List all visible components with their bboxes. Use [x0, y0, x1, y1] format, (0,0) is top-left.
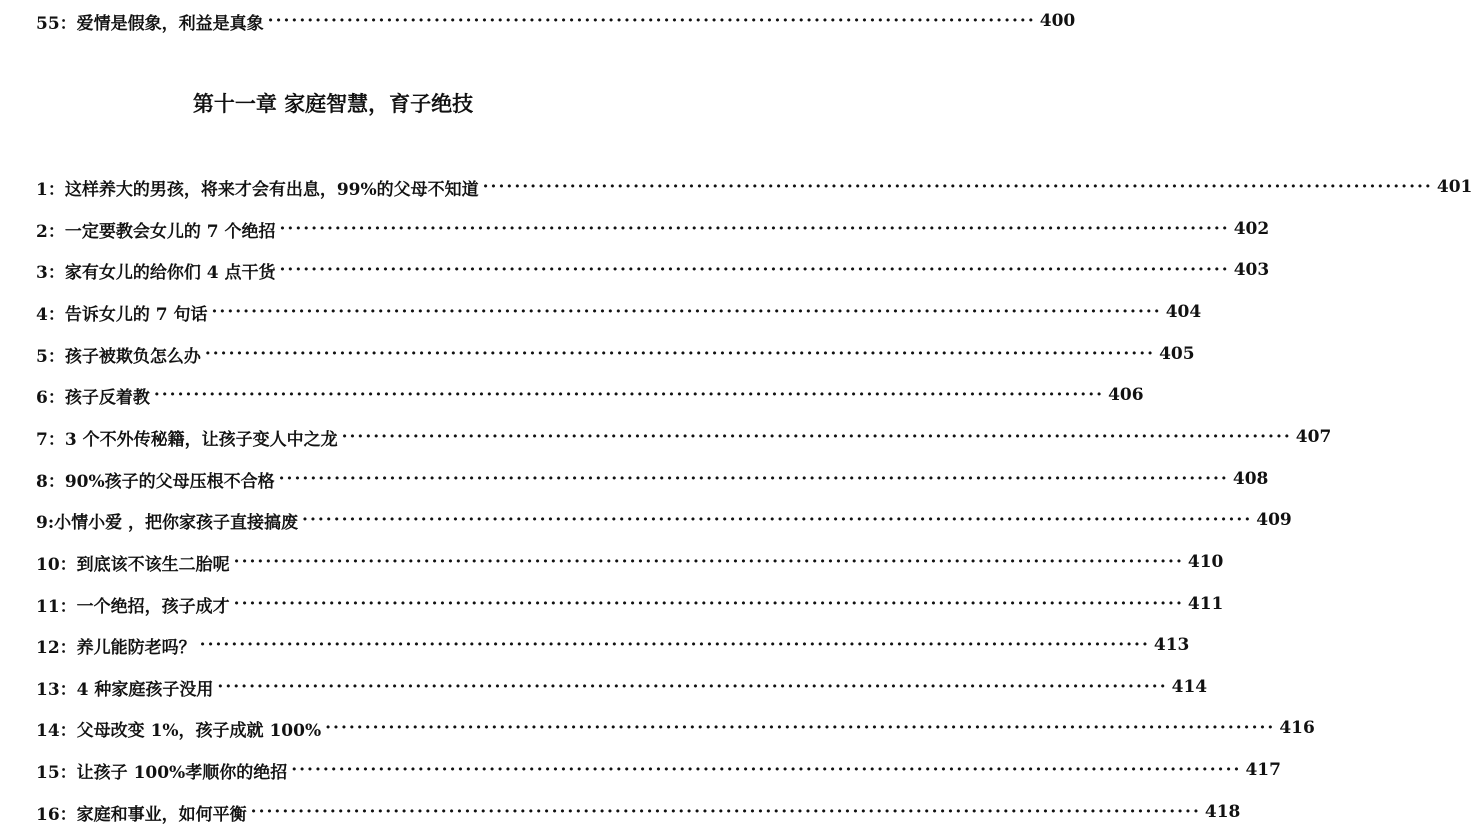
entry-title: 9:小情小爱 ，把你家孩子直接搞废 — [36, 512, 299, 533]
toc-entry — [36, 341, 1195, 367]
entry-page-number: 400 — [1039, 11, 1076, 31]
entry-page-number: 413 — [1153, 635, 1190, 655]
dot-leader: ························································································································ — [211, 302, 1162, 322]
toc-entry — [36, 174, 1472, 200]
entry-page-number: 414 — [1171, 677, 1208, 697]
toc-entry — [36, 591, 1224, 617]
entry-page-number: 417 — [1245, 760, 1281, 780]
entry-title: 15：让孩子 100%孝顺你的绝招 — [36, 762, 288, 783]
entry-page-number: 402 — [1233, 219, 1270, 239]
entry-title: 1：这样养大的男孩，将来才会有出息，99%的父母不知道 — [36, 179, 479, 200]
dot-leader: ························································································································ — [279, 260, 1230, 280]
entry-page-number: 408 — [1232, 469, 1269, 489]
entry-title: 5：孩子被欺负怎么办 — [36, 346, 201, 367]
entry-title: 3：家有女儿的给你们 4 点干货 — [36, 262, 276, 283]
dot-leader: ························································································································ — [279, 219, 1230, 239]
toc-entry — [36, 632, 1190, 658]
dot-leader: ························································································································ — [217, 677, 1168, 697]
dot-leader: ························································································································ — [204, 344, 1156, 364]
entry-page-number: 405 — [1159, 344, 1195, 364]
entry-page-number: 416 — [1279, 718, 1315, 738]
toc-entry — [36, 382, 1144, 408]
entry-page-number: 406 — [1108, 385, 1144, 405]
entry-page-number: 401 — [1436, 177, 1472, 197]
entry-title: 8：90%孩子的父母压根不合格 — [36, 471, 275, 492]
entry-page-number: 418 — [1204, 802, 1241, 822]
toc-entry — [36, 466, 1269, 492]
toc-entry — [36, 257, 1270, 283]
toc-entry — [36, 299, 1202, 325]
entry-title: 7：3 个不外传秘籍，让孩子变人中之龙 — [36, 429, 338, 450]
entry-page-number: 407 — [1295, 427, 1332, 447]
dot-leader: ························································································································ — [482, 177, 1433, 197]
dot-leader: ························································································································ — [153, 385, 1105, 405]
toc-entry — [36, 715, 1315, 741]
entry-title: 13：4 种家庭孩子没用 — [36, 679, 214, 700]
dot-leader: ························································································································ — [199, 635, 1150, 655]
toc-entry — [36, 799, 1241, 825]
dot-leader: ························································································································ — [233, 552, 1184, 572]
toc-entry — [36, 674, 1208, 700]
entry-title: 16：家庭和事业，如何平衡 — [36, 804, 247, 825]
entry-title: 10：到底该不该生二胎呢 — [36, 554, 230, 575]
dot-leader: ························································································································ — [250, 802, 1201, 822]
toc-entry — [36, 424, 1332, 450]
entry-page-number: 409 — [1256, 510, 1292, 530]
entry-page-number: 404 — [1165, 302, 1202, 322]
toc-entry — [36, 507, 1292, 533]
chapter-heading: 第十一章 家庭智慧，育子绝技 — [192, 92, 474, 116]
dot-leader: ························································································································ — [302, 510, 1253, 530]
dot-leader: ························································································································ — [278, 469, 1229, 489]
entry-title: 6：孩子反着教 — [36, 387, 150, 408]
dot-leader: ································································································· — [267, 11, 1036, 31]
entry-title: 55：爱情是假象，利益是真象 — [36, 13, 264, 34]
dot-leader: ························································································································ — [233, 594, 1184, 614]
toc-entry — [36, 216, 1270, 242]
entry-page-number: 411 — [1187, 594, 1224, 614]
dot-leader: ························································································································ — [341, 427, 1292, 447]
toc-entry — [36, 549, 1224, 575]
entry-title: 2：一定要教会女儿的 7 个绝招 — [36, 221, 276, 242]
entry-page-number: 410 — [1187, 552, 1224, 572]
entry-page-number: 403 — [1233, 260, 1270, 280]
toc-entry — [36, 8, 1076, 34]
dot-leader: ························································································································ — [291, 760, 1242, 780]
dot-leader: ························································································································ — [325, 718, 1276, 738]
entry-title: 4：告诉女儿的 7 句话 — [36, 304, 208, 325]
entry-title: 14：父母改变 1%，孩子成就 100% — [36, 720, 322, 741]
entry-title: 11：一个绝招，孩子成才 — [36, 596, 230, 617]
entry-title: 12：养儿能防老吗？ — [36, 637, 196, 658]
toc-entry — [36, 757, 1281, 783]
